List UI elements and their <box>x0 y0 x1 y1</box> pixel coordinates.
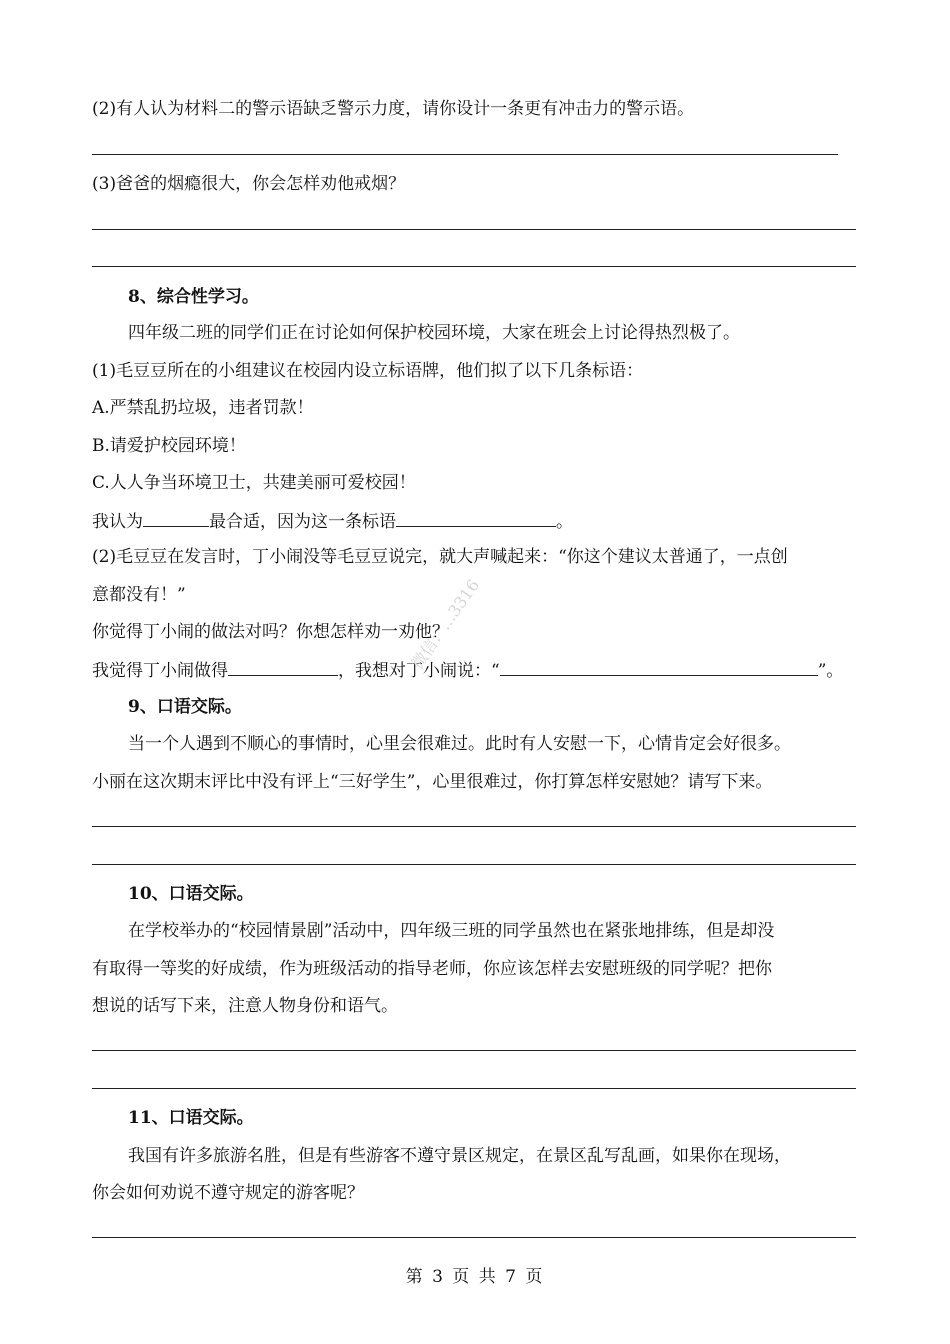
q10-title: 10、口语交际。 <box>128 884 254 904</box>
answer-line[interactable] <box>92 826 856 827</box>
watermark: 微信：…3316 <box>407 575 484 673</box>
answer-line[interactable] <box>92 1050 856 1051</box>
q7-part3-prompt: (3)爸爸的烟瘾很大，你会怎样劝他戒烟？ <box>92 174 406 194</box>
answer-line[interactable] <box>92 229 856 230</box>
q9-line1: 当一个人遇到不顺心的事情时，心里会很难过。此时有人安慰一下，心情肯定会好很多。 <box>128 734 791 754</box>
q11-line1: 我国有许多旅游名胜，但是有些游客不遵守景区规定，在景区乱写乱画，如果你在现场， <box>128 1146 791 1166</box>
q8-part2-line1: (2)毛豆豆在发言时，丁小闹没等毛豆豆说完，就大声喊起来：“你这个建议太普通了，一点创 <box>92 547 788 567</box>
answer-end: ”。 <box>817 661 844 681</box>
answer-blank[interactable] <box>500 657 818 676</box>
q8-part2-question: 你觉得丁小闹的做法对吗？你想怎样劝一劝他？ <box>92 622 449 642</box>
q8-option-c: C.人人争当环境卫士，共建美丽可爱校园！ <box>92 473 416 493</box>
q8-part1-prompt: (1)毛豆豆所在的小组建议在校园内设立标语牌，他们拟了以下几条标语： <box>92 361 644 381</box>
q8-part1-answer <box>92 508 573 534</box>
q8-title: 8、综合性学习。 <box>128 287 259 307</box>
q8-part2-answer <box>92 657 843 683</box>
answer-line[interactable] <box>92 864 856 865</box>
q11-line2: 你会如何劝说不遵守规定的游客呢？ <box>92 1183 364 1203</box>
answer-end: 。 <box>556 512 573 532</box>
q10-line1: 在学校举办的“校园情景剧”活动中，四年级三班的同学虽然也在紧张地排练，但是却没 <box>128 921 775 941</box>
answer-prefix: 我认为 <box>92 512 143 532</box>
answer-line[interactable] <box>92 266 856 267</box>
q11-title: 11、口语交际。 <box>128 1108 254 1128</box>
answer-blank[interactable] <box>396 508 556 527</box>
q8-intro: 四年级二班的同学们正在讨论如何保护校园环境，大家在班会上讨论得热烈极了。 <box>128 323 740 343</box>
answer-prefix: 我觉得丁小闹做得 <box>92 661 228 681</box>
q7-part2-prompt: (2)有人认为材料二的警示语缺乏警示力度，请你设计一条更有冲击力的警示语。 <box>92 99 695 119</box>
answer-middle: 最合适，因为这一条标语 <box>209 512 396 532</box>
q10-line3: 想说的话写下来，注意人物身份和语气。 <box>92 996 398 1016</box>
q10-line2: 有取得一等奖的好成绩，作为班级活动的指导老师，你应该怎样去安慰班级的同学呢？把你 <box>92 959 772 979</box>
answer-line[interactable] <box>92 1088 856 1089</box>
q8-option-b: B.请爱护校园环境！ <box>92 436 246 456</box>
q8-part2-line2: 意都没有！” <box>92 585 186 605</box>
q9-line2: 小丽在这次期末评比中没有评上“三好学生”，心里很难过，你打算怎样安慰她？请写下来。 <box>92 772 773 792</box>
q8-option-a: A.严禁乱扔垃圾，违者罚款！ <box>92 398 314 418</box>
page-footer: 第 3 页 共 7 页 <box>405 1267 545 1287</box>
answer-line[interactable] <box>92 154 838 155</box>
answer-line[interactable] <box>92 1237 856 1238</box>
answer-blank[interactable] <box>228 657 338 676</box>
answer-blank[interactable] <box>143 508 209 527</box>
answer-middle: ，我想对丁小闹说：“ <box>338 661 500 681</box>
q9-title: 9、口语交际。 <box>128 697 242 717</box>
